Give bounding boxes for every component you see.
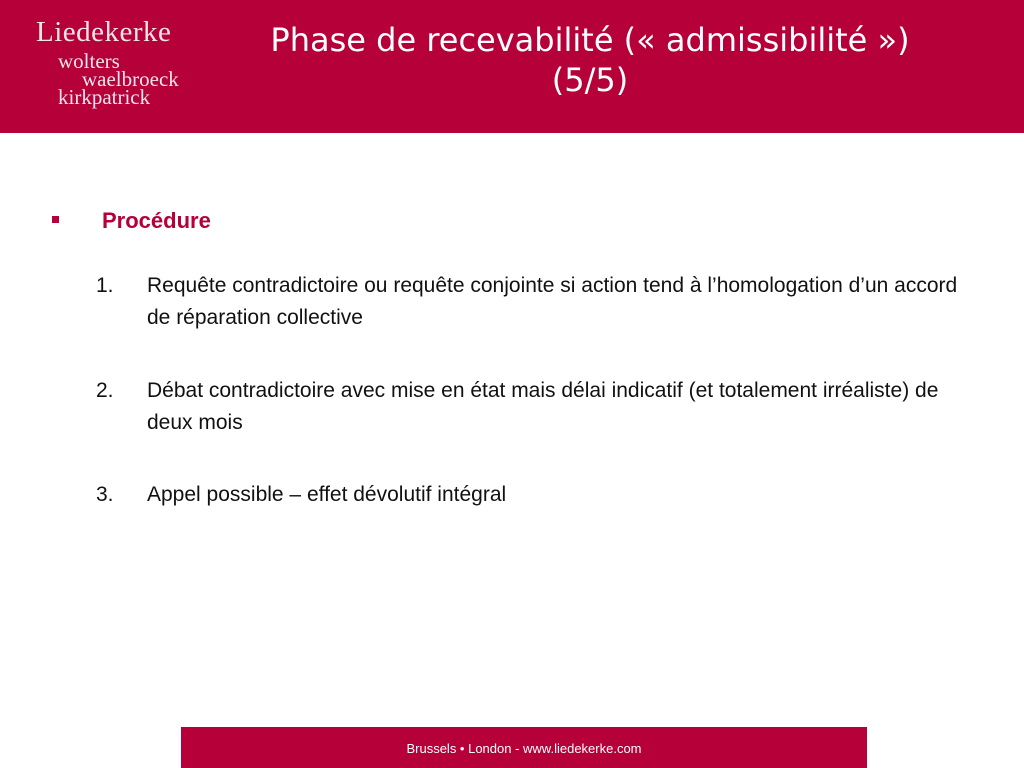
footer-text: Brussels • London - www.liedekerke.com [406,741,642,756]
list-item-number: 2. [96,379,114,402]
footer-bar [181,727,867,768]
logo-line-3: waelbroeck [82,67,179,91]
list-item-number: 3. [96,483,114,506]
list-item-number: 1. [96,274,114,297]
list-item-text: Débat contradictoire avec mise en état mais délai indicatif (et totalement irréaliste) de deux mois [147,379,939,434]
slide-title-line-1: Phase de recevabilité (« admissibilité ») [270,21,910,59]
section-heading: Procédure [102,208,211,233]
company-logo [36,16,206,116]
logo-line-2: wolters [58,49,120,73]
list-item-text: Requête contradictoire ou requête conjointe si action tend à l’homologation d’un accord de réparation collective [147,274,958,329]
slide-title [240,20,940,100]
square-bullet-icon [52,216,59,223]
logo-line-1: Liedekerke [36,16,172,48]
list-item-text: Appel possible – effet dévolutif intégral [147,483,507,506]
header-bar [0,0,1024,133]
logo-line-4: kirkpatrick [58,85,151,109]
slide-title-line-2: (5/5) [551,61,629,99]
